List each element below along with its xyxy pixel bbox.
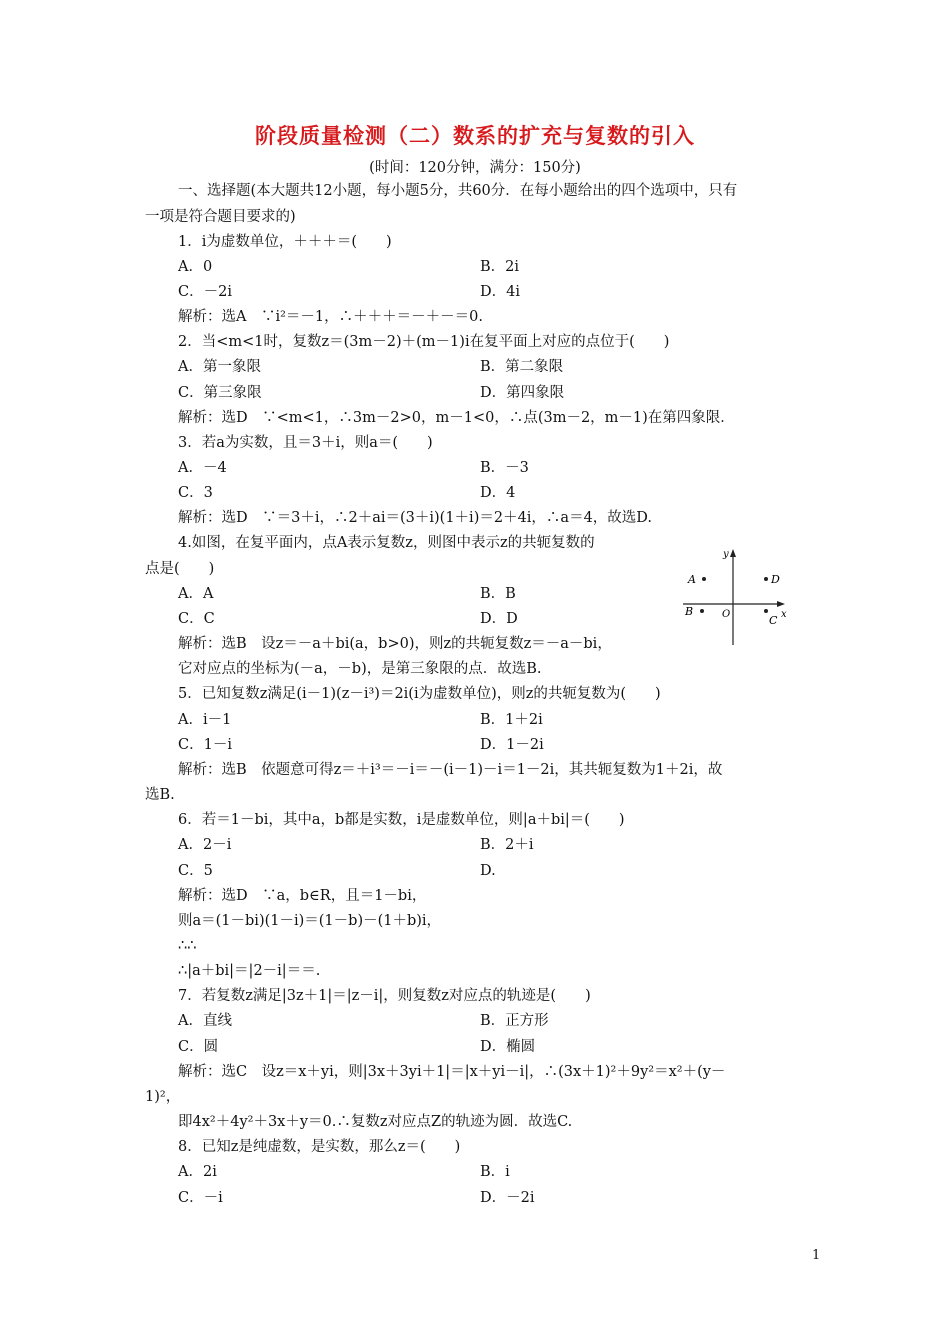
- q1-option-d: D．4i: [480, 284, 520, 300]
- q1-solution: 解析：选A ∵i²＝－1，∴＋＋＋＝－＋－＝0.: [178, 309, 483, 325]
- q3-solution: 解析：选D ∵＝3＋i，∴2＋ai＝(3＋i)(1＋i)＝2＋4i，∴a＝4，故选D.: [178, 510, 653, 526]
- question-3: 3．若a为实数，且＝3＋i，则a＝( ): [178, 435, 433, 451]
- point-c: [764, 609, 768, 613]
- q7-solution-line-3: 即4x²＋4y²＋3x＋y＝0.∴复数z对应点Z的轨迹为圆．故选C.: [178, 1114, 573, 1130]
- q6-solution-line-3: ∴∴: [178, 938, 197, 954]
- question-5: 5．已知复数z满足(i－1)(z－i³)＝2i(i为虚数单位)，则z的共轭复数为( ): [178, 686, 661, 702]
- q7-option-b: B．正方形: [480, 1013, 549, 1029]
- q4-option-a: A．A: [178, 586, 214, 602]
- y-axis-label: y: [723, 549, 729, 560]
- q7-option-d: D．椭圆: [480, 1039, 536, 1055]
- q7-option-c: C．圆: [178, 1039, 219, 1055]
- question-8: 8．已知z是纯虚数，是实数，那么z＝( ): [178, 1139, 461, 1155]
- q8-option-c: C．－i: [178, 1190, 223, 1206]
- q6-option-b: B．2＋i: [480, 837, 534, 853]
- q2-option-c: C．第三象限: [178, 385, 262, 401]
- question-2: 2．当<m<1时，复数z＝(3m－2)＋(m－1)i在复平面上对应的点位于( ): [178, 334, 670, 350]
- q8-option-a: A．2i: [178, 1164, 217, 1180]
- point-c-label: C: [769, 614, 778, 627]
- question-6: 6．若＝1－bi，其中a，b都是实数，i是虚数单位，则|a＋bi|＝( ): [178, 812, 625, 828]
- q2-option-d: D．第四象限: [480, 385, 565, 401]
- q4-solution: 解析：选B 设z＝－a＋bi(a，b>0)，则z的共轭复数z＝－a－bi，: [178, 636, 612, 652]
- point-a: [702, 577, 706, 581]
- q5-option-b: B．1＋2i: [480, 712, 543, 728]
- q7-solution-cont: 1)²，: [145, 1089, 181, 1105]
- q6-solution-line-4: ∴|a＋bi|＝|2－i|＝＝.: [178, 963, 321, 979]
- point-b: [700, 609, 704, 613]
- point-b-label: B: [685, 605, 694, 618]
- q6-solution: 解析：选D ∵a，b∈R，且＝1－bi，: [178, 888, 427, 904]
- q6-option-c: C．5: [178, 863, 213, 879]
- page-number: 1: [812, 1248, 821, 1263]
- origin-label: O: [722, 609, 731, 620]
- q5-option-d: D．1－2i: [480, 737, 544, 753]
- q2-option-b: B．第二象限: [480, 359, 564, 375]
- question-1: 1．i为虚数单位，＋＋＋＝( ): [178, 234, 392, 250]
- x-axis-label: x: [781, 609, 787, 620]
- q4-solution-cont: 它对应点的坐标为(－a，－b)，是第三象限的点．故选B.: [178, 661, 542, 677]
- q4-option-d: D．D: [480, 611, 518, 627]
- q6-option-a: A．2－i: [178, 837, 232, 853]
- page-title: 阶段质量检测（二）数系的扩充与复数的引入: [255, 124, 695, 148]
- point-a-label: A: [688, 573, 696, 586]
- complex-plane-figure: [675, 545, 795, 645]
- section-heading-cont: 一项是符合题目要求的): [145, 209, 296, 225]
- q3-option-a: A．－4: [178, 460, 227, 476]
- q5-solution-cont: 选B.: [145, 787, 175, 803]
- q6-option-d: D.: [480, 863, 496, 879]
- q2-solution: 解析：选D ∵<m<1，∴3m－2>0，m－1<0，∴点(3m－2，m－1)在第四象限．: [178, 410, 735, 426]
- q5-solution: 解析：选B 依题意可得z＝＋i³＝－i＝－(i－1)－i＝1－2i，其共轭复数为1＋2i，故: [178, 762, 723, 778]
- q7-option-a: A．直线: [178, 1013, 232, 1029]
- question-7: 7．若复数z满足|3z＋1|＝|z－i|，则复数z对应点的轨迹是( ): [178, 988, 591, 1004]
- q1-option-a: A．0: [178, 259, 213, 275]
- point-d-label: D: [771, 573, 780, 586]
- q3-option-c: C．3: [178, 485, 213, 501]
- question-4: 4.如图，在复平面内，点A表示复数z，则图中表示z的共轭复数的: [178, 535, 595, 551]
- q8-option-d: D．－2i: [480, 1190, 535, 1206]
- q1-option-c: C．－2i: [178, 284, 232, 300]
- q8-option-b: B．i: [480, 1164, 510, 1180]
- q4-option-c: C．C: [178, 611, 215, 627]
- q6-solution-line-2: 则a＝(1－bi)(1－i)＝(1－b)－(1＋b)i，: [178, 913, 442, 929]
- exam-info: (时间：120分钟，满分：150分): [369, 160, 581, 176]
- q1-option-b: B．2i: [480, 259, 520, 275]
- q2-option-a: A．第一象限: [178, 359, 261, 375]
- q7-solution: 解析：选C 设z＝x＋yi，则|3x＋3yi＋1|＝|x＋yi－i|，∴(3x＋1)²＋9y²＝x²＋(y－: [178, 1064, 726, 1080]
- question-4-cont: 点是( ): [145, 561, 215, 577]
- q5-option-c: C．1－i: [178, 737, 232, 753]
- q4-option-b: B．B: [480, 586, 516, 602]
- section-heading: 一、选择题(本大题共12小题，每小题5分，共60分．在每小题给出的四个选项中，只有: [178, 183, 738, 199]
- q3-option-d: D．4: [480, 485, 516, 501]
- q5-option-a: A．i－1: [178, 712, 232, 728]
- point-d: [764, 577, 768, 581]
- q3-option-b: B．－3: [480, 460, 529, 476]
